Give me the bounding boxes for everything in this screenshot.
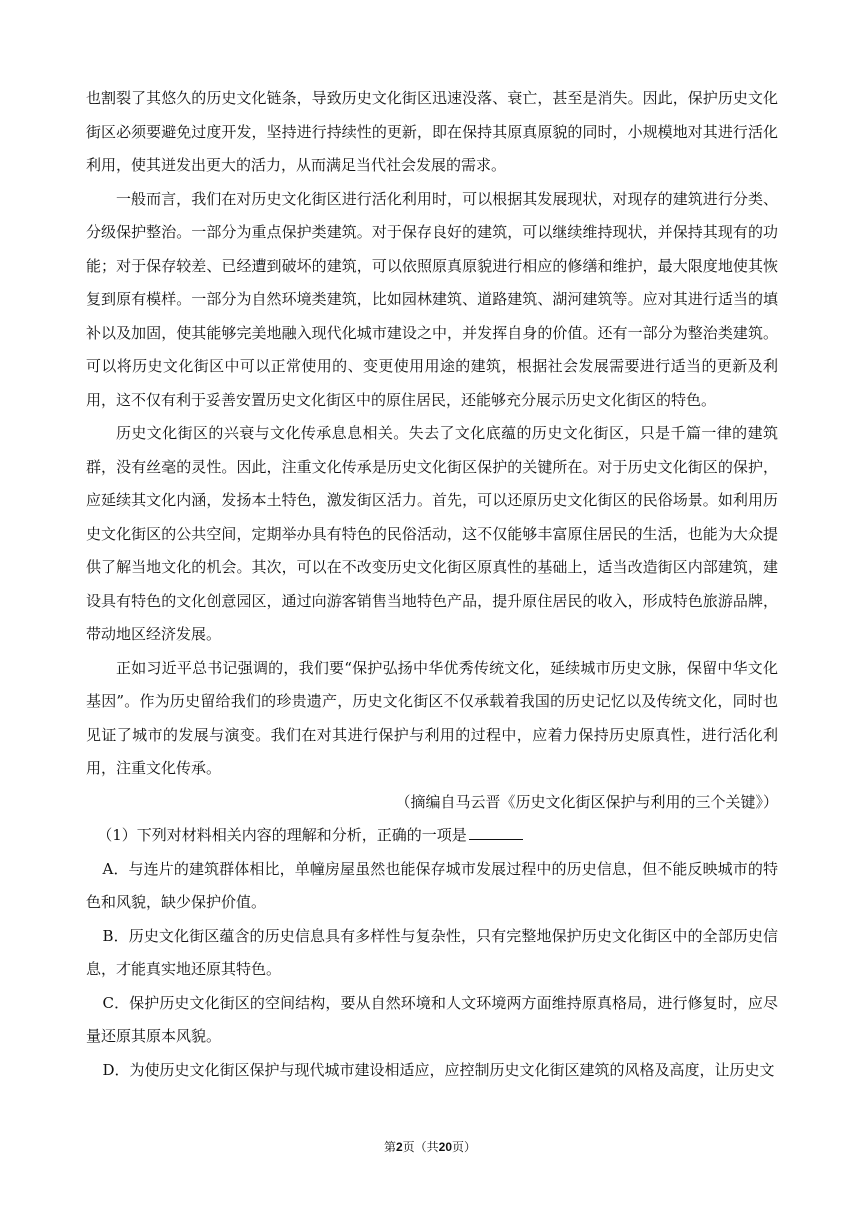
footer-middle: 页（共 bbox=[402, 1140, 439, 1154]
footer-prefix: 第 bbox=[383, 1140, 396, 1154]
paragraph-classification: 一般而言，我们在对历史文化街区进行活化利用时，可以根据其发展现状，对现存的建筑进行分类、分级保护整治。一部分为重点保护类建筑。对于保存良好的建筑，可以继续维持现状，并保持其现有的功能；对于保存较差、已经遭到破坏的建筑，可以依照原真原貌进行相应的修缮和维护，最大限度地使其恢复到原有模样。一部分为自然环境类建筑，比如园林建筑、道路建筑、湖河建筑等。应对其进行适当的填补以及加固，使其能够完美地融入现代化城市建设之中，并发挥自身的价值。还有一部分为整治类建筑。可以将历史文化街区中可以正常使用的、变更使用用途的建筑，根据社会发展需要进行适当的更新及利用，这不仅有利于妥善安置历史文化街区中的原住居民，还能够充分展示历史文化街区的特色。 bbox=[86, 189, 778, 409]
document-page bbox=[86, 82, 778, 1087]
question-stem-text: （1）下列对材料相关内容的理解和分析，正确的一项是 bbox=[97, 826, 467, 844]
page-footer bbox=[0, 1138, 860, 1155]
option-d: D．为使历史文化街区保护与现代城市建设相适应，应控制历史文化街区建筑的风格及高度，让历史文 bbox=[102, 1060, 775, 1079]
paragraph-continuation: 也割裂了其悠久的历史文化链条，导致历史文化街区迅速没落、衰亡，甚至是消失。因此，保护历史文化街区必须要避免过度开发，坚持进行持续性的更新，即在保持其原真原貌的同时，小规模地对其进行活化利用，使其迸发出更大的活力，从而满足当代社会发展的需求。 bbox=[86, 89, 778, 174]
source-citation: （摘编自马云晋《历史文化街区保护与利用的三个关键》） bbox=[395, 792, 778, 811]
question-stem bbox=[86, 819, 778, 853]
paragraph-conclusion: 正如习近平总书记强调的，我们要“保护弘扬中华优秀传统文化，延续城市历史文脉，保留中华文化基因”。作为历史留给我们的珍贵遗产，历史文化街区不仅承载着我国的历史记忆以及传统文化，同时也见证了城市的发展与演变。我们在对其进行保护与利用的过程中，应着力保持历史原真性，进行活化利用，注重文化传承。 bbox=[86, 658, 778, 777]
option-c: C．保护历史文化街区的空间结构，要从自然环境和人文环境两方面维持原真格局，进行修复时，应尽量还原其原本风貌。 bbox=[86, 993, 778, 1045]
footer-page-number: 2 bbox=[395, 1140, 403, 1154]
option-b: B．历史文化街区蕴含的历史信息具有多样性与复杂性，只有完整地保护历史文化街区中的全部历史信息，才能真实地还原其特色。 bbox=[86, 926, 778, 978]
answer-blank bbox=[469, 825, 523, 840]
footer-total-pages: 20 bbox=[438, 1140, 453, 1154]
paragraph-cultural-heritage: 历史文化街区的兴衰与文化传承息息相关。失去了文化底蕴的历史文化街区，只是千篇一律的建筑群，没有丝毫的灵性。因此，注重文化传承是历史文化街区保护的关键所在。对于历史文化街区的保护，应延续其文化内涵，发扬本土特色，激发街区活力。首先，可以还原历史文化街区的民俗场景。如利用历史文化街区的公共空间，定期举办具有特色的民俗活动，这不仅能够丰富原住居民的生活，也能为大众提供了解当地文化的机会。其次，可以在不改变历史文化街区原真性的基础上，适当改造街区内部建筑，建设具有特色的文化创意园区，通过向游客销售当地特色产品，提升原住居民的收入，形成特色旅游品牌，带动地区经济发展。 bbox=[86, 424, 778, 643]
footer-suffix: 页） bbox=[452, 1140, 477, 1154]
option-a: A．与连片的建筑群体相比，单幢房屋虽然也能保存城市发展过程中的历史信息，但不能反映城市的特色和风貌，缺少保护价值。 bbox=[86, 859, 778, 911]
